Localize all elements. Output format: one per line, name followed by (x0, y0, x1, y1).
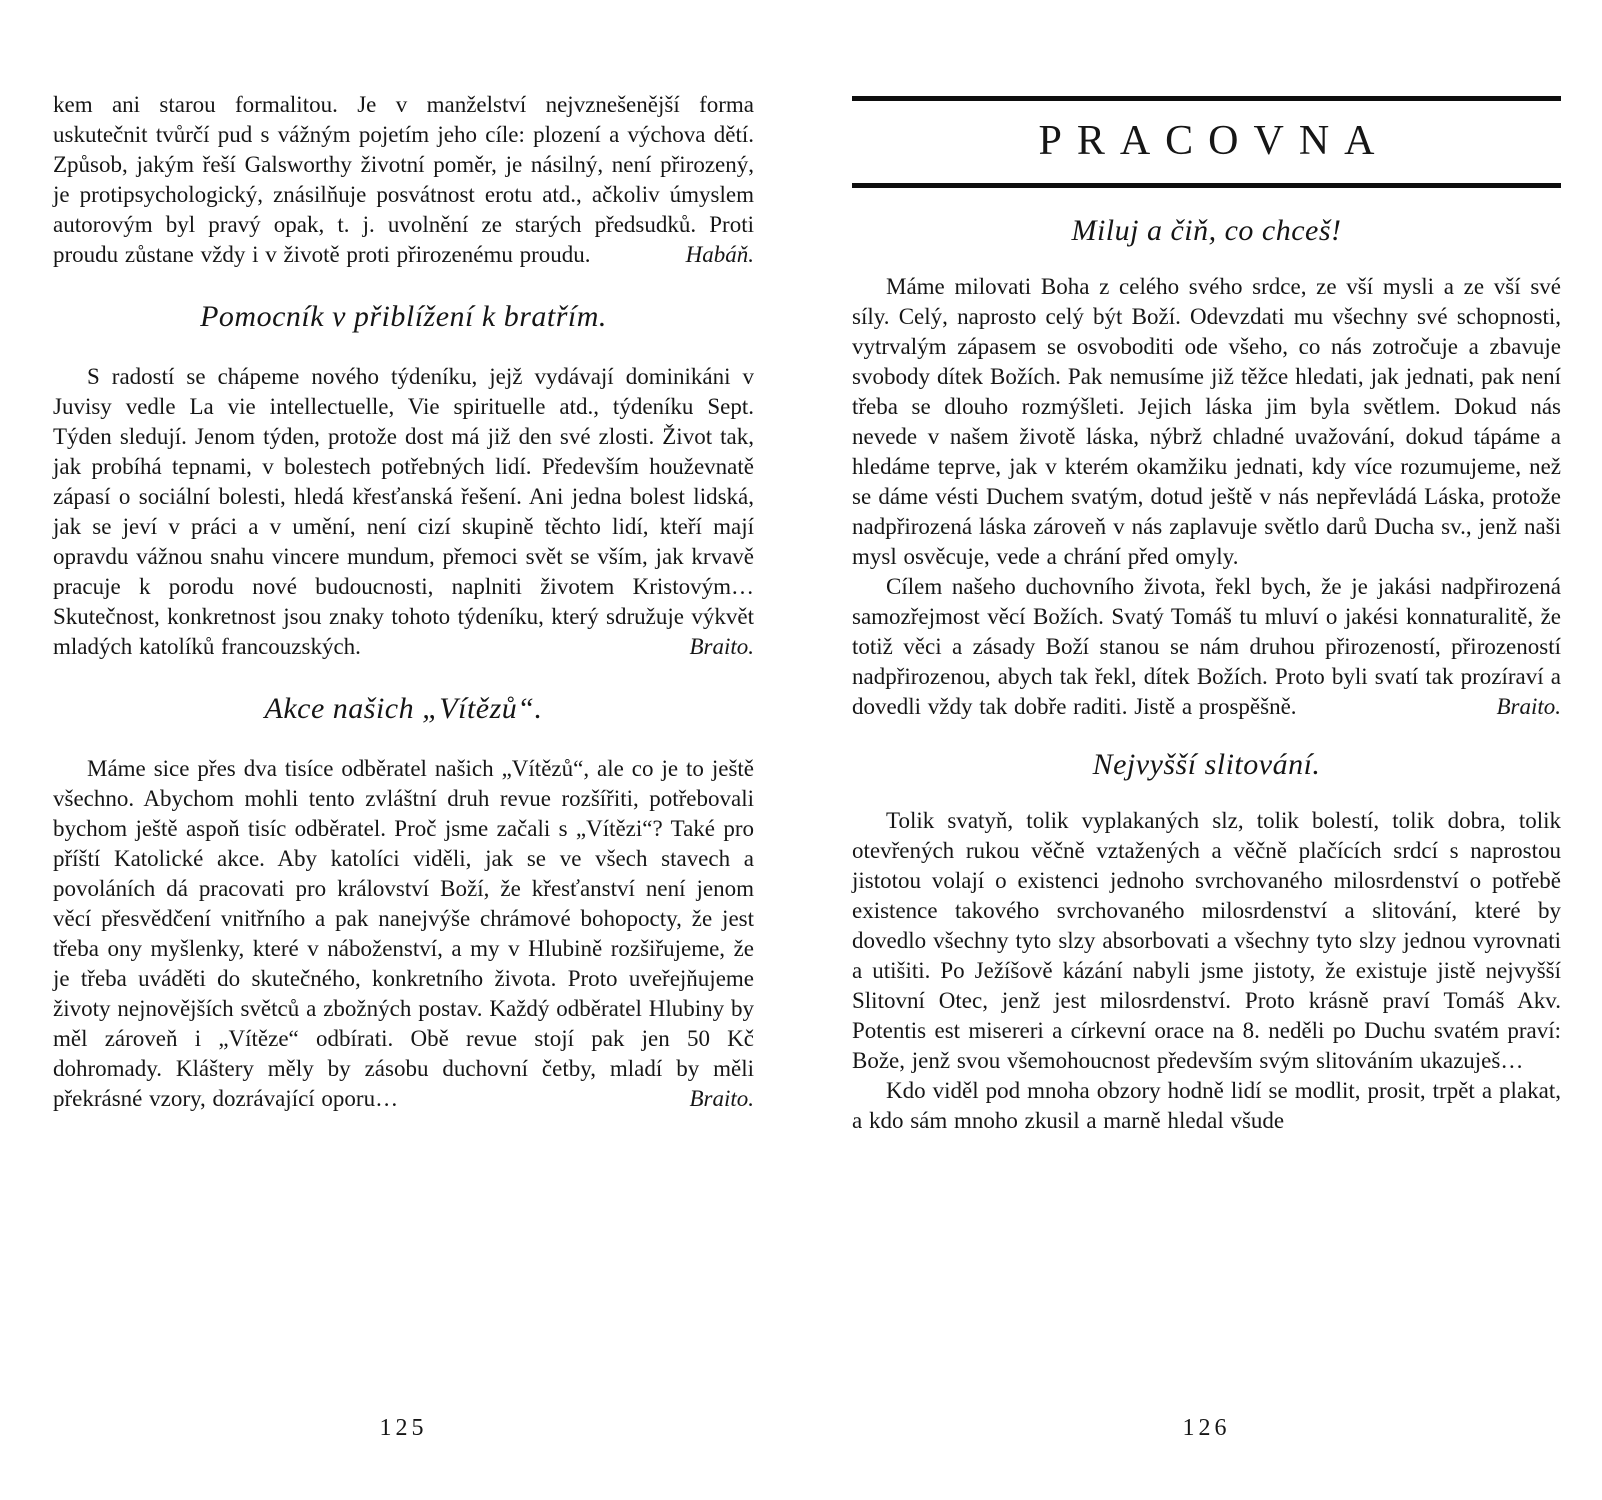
paragraph (852, 806, 1561, 1076)
rule-divider-top (852, 96, 1561, 101)
paragraph (852, 572, 1561, 722)
paragraph-text: Cílem našeho duchovního života, řekl bych, že je jakási nadpřirozená samozřejmost věcí Božích. Svatý Tomáš tu mluví o jakési konnaturalitě, že totiž věci a zásady Boží stanou se nám druhou přirozeností, přirozeností nadpřirozenou, abych tak řekl, dítek Božích. Proto byli svatí tak prozíraví a dovedli vždy tak dobře raditi. Jistě a prospěšně. (852, 574, 1561, 719)
author-signature: Habáň. (685, 242, 754, 267)
paragraph (53, 90, 754, 270)
section-heading: Akce našich „Vítězů“. (264, 692, 543, 725)
paragraph-text: Máme sice přes dva tisíce odběratel našich „Vítězů“, ale co je to ještě všechno. Abychom mohli tento zvláštní druh revue rozšířiti, potřebovali bychom ještě aspoň tisíc odběratel. Proč jsme začali s „Vítězi“? Také pro příští Katolické akce. Aby katolíci viděli, jak se ve všech stavech a povoláních dá pracovati pro království Boží, že křesťanství není jenom věcí přesvědčení vnitřního a pak nanejvýše chrámové bohopocty, že jest třeba ony myšlenky, které v náboženství, a my v Hlubině rozšiřujeme, že je třeba uváděti do skutečného, konkretního života. Proto uveřejňujeme životy nejnovějších světců a zbožných postav. Každý odběratel Hlubiny by měl zároveň i „Vítěze“ odbírati. Obě revue stojí pak jen 50 Kč dohromady. Kláštery měly by zásobu duchovní četby, mladí by měli překrásné vzory, dozrávající oporu… (53, 756, 754, 1111)
paragraph-text: Máme milovati Boha z celého svého srdce, ze vší mysli a ze vší své síly. Celý, naprosto celý být Boží. Odevzdati mu všechny své schopnosti, vytrvalým zápasem se osvoboditi ode všeho, co nás zotročuje a zbavuje svobody dítek Božích. Pak nemusíme již těžce hledati, jak jednati, pak není třeba se dlouho rozmýšleti. Jejich láska jim byla světlem. Dokud nás nevede v našem životě láska, nýbrž chladné uvažování, dokud tápáme a hledáme teprve, jak v kterém okamžiku jednati, kdy více rozumujeme, než se dáme vésti Duchem svatým, dotud ještě v nás nepřevládá Láska, protože nadpřirozená láska zároveň v nás zaplavuje světlo darů Ducha sv., jenž naši mysl osvěcuje, vede a chrání před omyly. (852, 274, 1561, 569)
author-signature: Braito. (689, 1086, 754, 1111)
paragraph-text: Kdo viděl pod mnoha obzory hodně lidí se modlit, prosit, trpět a plakat, a kdo sám mnoho zkusil a marně hledal všude (852, 1078, 1561, 1133)
left-page-column (53, 90, 754, 1114)
paragraph (53, 754, 754, 1114)
paragraph-text: Tolik svatyň, tolik vyplakaných slz, tolik bolestí, tolik dobra, tolik otevřených rukou věčně vztažených a věčně plačících srdcí s naprostou jistotou volají o existenci jednoho svrchovaného milosrdenství o potřebě existence takového svrchovaného milosrdenství a slitování, které by dovedlo všechny tyto slzy absorbovati a všechny tyto slzy jednou vyrovnati a utišiti. Po Ježíšově kázání nabyli jsme jistoty, že existuje jistě nejvyšší Slitovní Otec, jenž jest milosrdenství. Proto krásně praví Tomáš Akv. Potentis est misereri a církevní orace na 8. neděli po Duchu svatém praví: Bože, jenž svou všemohoucnost především svým slitováním ukazuješ… (852, 808, 1561, 1073)
paragraph (852, 1076, 1561, 1136)
masthead (852, 96, 1561, 188)
paragraph (852, 272, 1561, 572)
author-signature: Braito. (689, 634, 754, 659)
author-signature: Braito. (1496, 694, 1561, 719)
section-heading: Pomocník v přiblížení k bratřím. (200, 300, 607, 333)
journal-section-title: PRACOVNA (1038, 118, 1390, 164)
paragraph (53, 362, 754, 662)
section-heading: Miluj a čiň, co chceš! (1071, 214, 1342, 247)
rule-divider-bottom (852, 183, 1561, 188)
paragraph-text: kem ani starou formalitou. Je v manželství nejvznešenější forma uskutečnit tvůrčí pud s vážným pojetím jeho cíle: plození a výchova dětí. Způsob, jakým řeší Galsworthy životní poměr, je násilný, není přirozený, je protipsychologický, znásilňuje posvátnost erotu atd., ačkoliv úmyslem autorovým byl pravý opak, t. j. uvolnění ze starých předsudků. Proti proudu zůstane vždy i v životě proti přirozenému proudu. (53, 92, 754, 267)
right-page-column (852, 90, 1561, 1136)
paragraph-text: S radostí se chápeme nového týdeníku, jejž vydávají dominikáni v Juvisy vedle La vie intellectuelle, Vie spirituelle atd., týdeníku Sept. Týden sledují. Jenom týden, protože dost má již den své zlosti. Život tak, jak probíhá tepnami, v bolestech potřebných lidí. Především houževnatě zápasí o sociální bolesti, hledá křesťanská řešení. Ani jedna bolest lidská, jak se jeví v práci a v umění, není cizí skupině těchto lidí, kteří mají opravdu vážnou snahu vincere mundum, přemoci svět se vším, jak krvavě pracuje k porodu nové budoucnosti, naplniti životem Kristovým… Skutečnost, konkretnost jsou znaky tohoto týdeníku, který sdružuje výkvět mladých katolíků francouzských. (53, 364, 754, 659)
section-heading: Nejvyšší slitování. (1092, 748, 1321, 781)
page-number-left: 125 (379, 1415, 428, 1441)
page-number-right: 126 (1182, 1415, 1231, 1441)
